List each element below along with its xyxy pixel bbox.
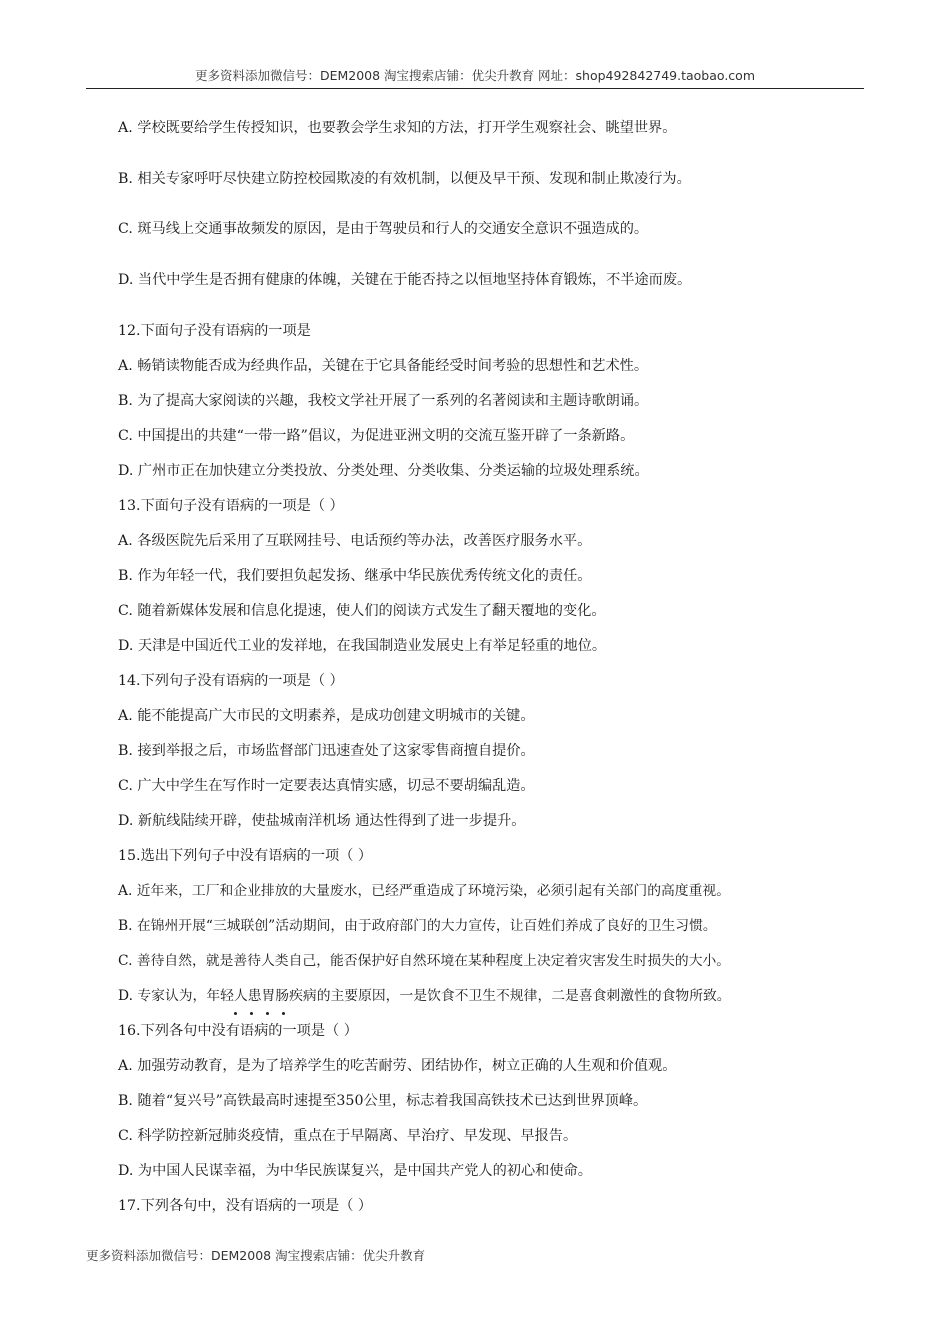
q14-option-a: A. 能不能提高广大市民的文明素养，是成功创建文明城市的关键。 [118,708,535,724]
q15-option-d: D. 专家认为，年轻人患胃肠疾病的主要原因，一是饮食不卫生不规律，二是喜食刺激性的食物所致。 [118,988,731,1004]
q12-option-d: D. 广州市正在加快建立分类投放、分类处理、分类收集、分类运输的垃圾处理系统。 [118,463,649,479]
q15-option-a: A. 近年来，工厂和企业排放的大量废水，已经严重造成了环境污染，必须引起有关部门的高度重视。 [118,883,730,899]
question-17: 17.下列各句中，没有语病的一项是（ ） [118,1198,373,1214]
q15-option-b: B. 在锦州开展“三城联创”活动期间，由于政府部门的大力宣传，让百姓们养成了良好的卫生习惯。 [118,918,717,934]
q12-option-b: B. 为了提高大家阅读的兴趣，我校文学社开展了一系列的名著阅读和主题诗歌朗诵。 [118,393,649,409]
question-15: 15.选出下列句子中没有语病的一项（ ） [118,848,373,864]
emphasis-dots [232,1012,292,1020]
q14-option-c: C. 广大中学生在写作时一定要表达真情实感，切忌不要胡编乱造。 [118,778,535,794]
question-16: 16.下列各句中没有语病的一项是（ ） [118,1023,358,1039]
q15-option-c: C. 善待自然，就是善待人类自己，能否保护好自然环境在某种程度上决定着灾害发生时损失的大小。 [118,953,731,969]
question-14: 14.下列句子没有语病的一项是（ ） [118,673,344,689]
q11-option-d: D. 当代中学生是否拥有健康的体魄，关键在于能否持之以恒地坚持体育锻炼，不半途而废。 [118,272,692,288]
q12-option-c: C. 中国提出的共建“一带一路”倡议，为促进亚洲文明的交流互鉴开辟了一条新路。 [118,428,635,444]
page-footer: 更多资料添加微信号：DEM2008 淘宝搜索店铺：优尖升教育 [86,1248,426,1263]
page-header: 更多资料添加微信号：DEM2008 淘宝搜索店铺：优尖升教育 网址：shop492842749.taobao.com [86,66,864,89]
q11-option-b: B. 相关专家呼吁尽快建立防控校园欺凌的有效机制，以便及早干预、发现和制止欺凌行为。 [118,171,691,187]
q16-option-d: D. 为中国人民谋幸福，为中华民族谋复兴，是中国共产党人的初心和使命。 [118,1163,592,1179]
q12-option-a: A. 畅销读物能否成为经典作品，关键在于它具备能经受时间考验的思想性和艺术性。 [118,358,649,374]
q11-option-a: A. 学校既要给学生传授知识，也要教会学生求知的方法，打开学生观察社会、眺望世界。 [118,120,677,136]
q16-option-c: C. 科学防控新冠肺炎疫情，重点在于早隔离、早治疗、早发现、早报告。 [118,1128,578,1144]
q13-option-a: A. 各级医院先后采用了互联网挂号、电话预约等办法，改善医疗服务水平。 [118,533,592,549]
q14-option-d: D. 新航线陆续开辟，使盐城南洋机场 通达性得到了进一步提升。 [118,813,526,829]
q16-option-b: B. 随着“复兴号”高铁最高时速提至350公里，标志着我国高铁技术已达到世界顶峰。 [118,1093,648,1109]
question-13: 13.下面句子没有语病的一项是（ ） [118,498,344,514]
q14-option-b: B. 接到举报之后，市场监督部门迅速查处了这家零售商擅自提价。 [118,743,535,759]
q16-option-a: A. 加强劳动教育，是为了培养学生的吃苦耐劳、团结协作，树立正确的人生观和价值观。 [118,1058,677,1074]
q13-option-c: C. 随着新媒体发展和信息化提速，使人们的阅读方式发生了翻天覆地的变化。 [118,603,606,619]
q11-option-c: C. 斑马线上交通事故频发的原因，是由于驾驶员和行人的交通安全意识不强造成的。 [118,221,649,237]
q13-option-d: D. 天津是中国近代工业的发祥地，在我国制造业发展史上有举足轻重的地位。 [118,638,607,654]
question-12: 12.下面句子没有语病的一项是 [118,323,311,339]
q13-option-b: B. 作为年轻一代，我们要担负起发扬、继承中华民族优秀传统文化的责任。 [118,568,592,584]
